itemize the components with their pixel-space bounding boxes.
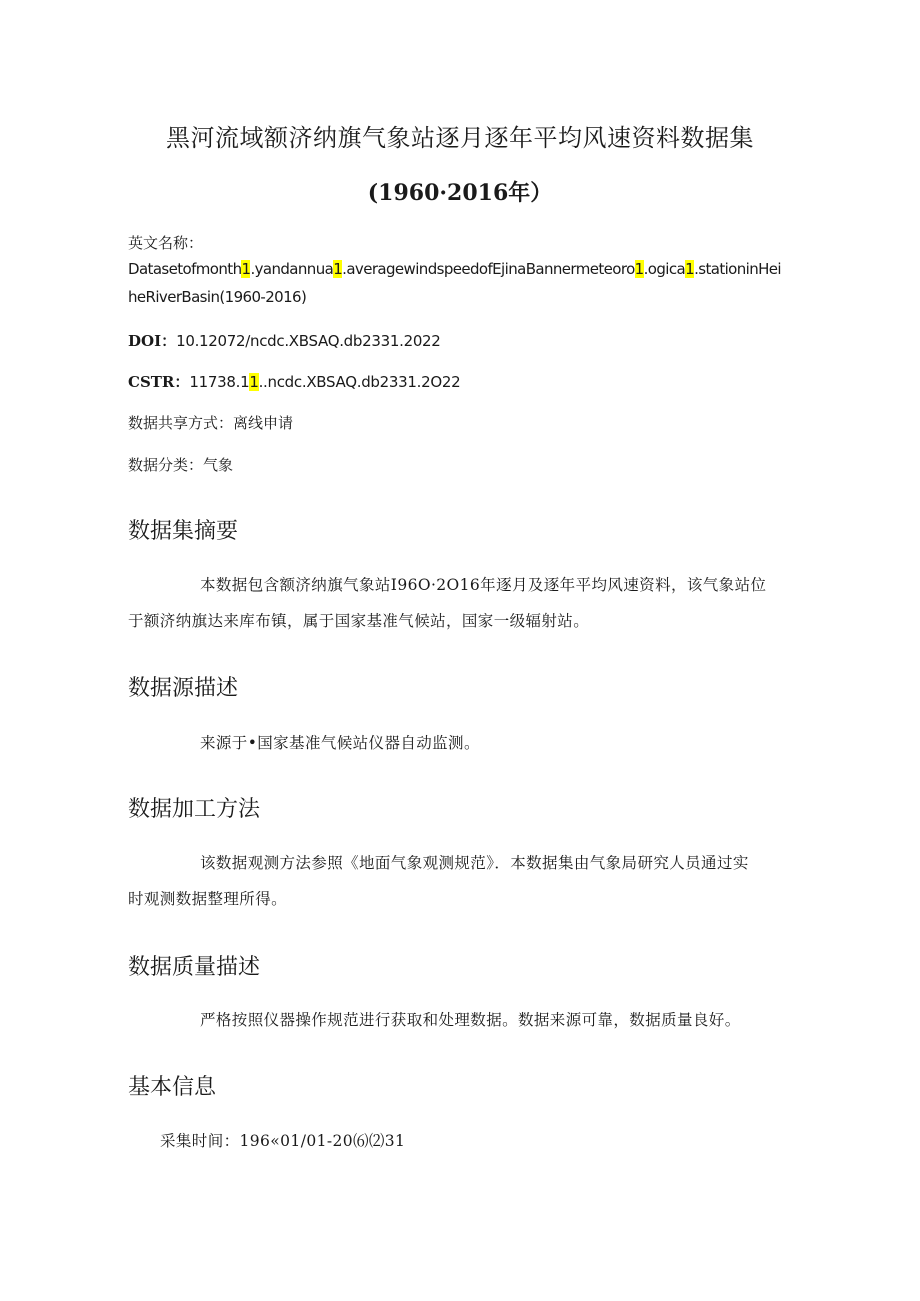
section-heading-source: 数据源描述	[128, 676, 239, 701]
processing-line-1: 该数据观测方法参照《地面气象观测规范》．本数据集由气象局研究人员通过实	[200, 854, 749, 872]
abstract-line-1: 本数据包含额济纳旗气象站I96O·2O16年逐月及逐年平均风速资料，该气象站位	[200, 576, 767, 594]
cstr-label: CSTR：	[128, 373, 190, 391]
highlight-mark: 1	[241, 260, 251, 278]
document-subtitle: (1960·2016年）	[367, 180, 553, 206]
doi-label: DOI：	[128, 332, 177, 350]
source-line-1: 来源于•国家基准气候站仪器自动监测。	[200, 734, 480, 752]
english-name-line2: heRiverBasin(1960-2016)	[128, 288, 307, 306]
quality-line-1: 严格按照仪器操作规范进行获取和处理数据。数据来源可靠，数据质量良好。	[200, 1011, 741, 1029]
cstr-value: 11738.11..ncdc.XBSAQ.db2331.2O22	[189, 373, 461, 391]
highlight-mark: 1	[634, 260, 644, 278]
processing-line-2: 时观测数据整理所得。	[128, 890, 288, 908]
cstr-row	[128, 371, 460, 392]
highlight-mark: 1	[249, 373, 259, 391]
english-name-label: 英文名称：	[128, 234, 204, 252]
section-heading-quality: 数据质量描述	[128, 955, 261, 980]
collection-time: 采集时间：196«01/01-20⑹⑵31	[160, 1132, 406, 1150]
english-name-line1: Datasetofmonth1.yandannua1.averagewindspeedofEjinaBannermeteoro1.ogica1.stationinHei	[128, 260, 782, 278]
section-heading-processing: 数据加工方法	[128, 797, 261, 822]
document-title: 黑河流域额济纳旗气象站逐月逐年平均风速资料数据集	[166, 124, 754, 152]
section-heading-abstract: 数据集摘要	[128, 519, 239, 544]
section-heading-basic-info: 基本信息	[128, 1075, 217, 1100]
doi-row	[128, 330, 441, 351]
abstract-line-2: 于额济纳旗达来库布镇，属于国家基准气候站，国家一级辐射站。	[128, 612, 590, 630]
highlight-mark: 1	[333, 260, 343, 278]
doi-value: 10.12072∕ncdc.XBSAQ.db2331.2022	[176, 332, 441, 350]
data-category: 数据分类：气象	[128, 456, 234, 474]
highlight-mark: 1	[685, 260, 695, 278]
sharing-method: 数据共享方式：离线申请	[128, 414, 294, 432]
